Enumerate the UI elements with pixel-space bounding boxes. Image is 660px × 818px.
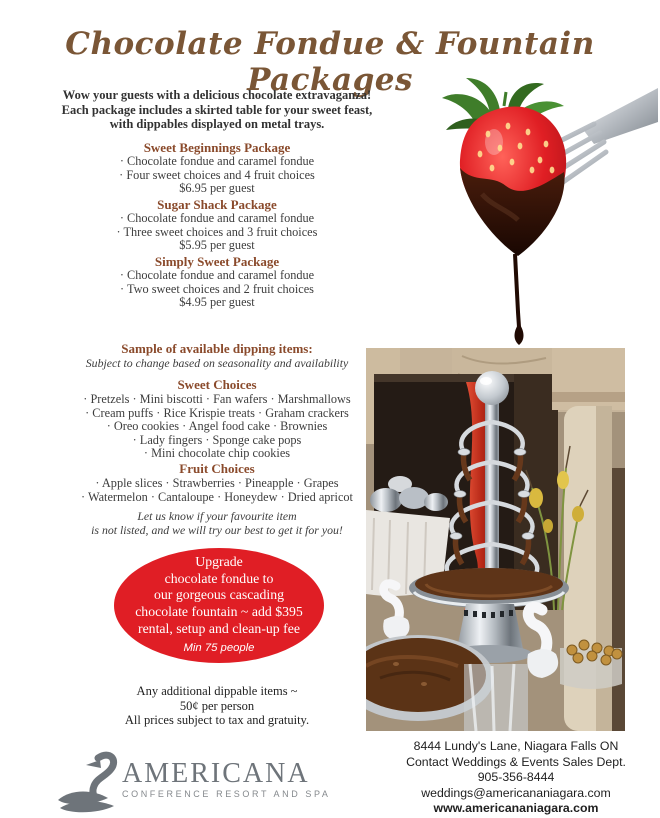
pricing-note-line: Any additional dippable items ~ [136,684,298,698]
chocolate-drip [515,254,524,345]
package-name: Sweet Beginnings Package [143,140,291,155]
package-price: $5.95 per guest [179,238,255,253]
logo-tagline: CONFERENCE RESORT AND SPA [122,789,331,799]
fruit-choices-heading: Fruit Choices [179,461,255,476]
logo-name: AMERICANA [122,758,310,789]
upgrade-line: chocolate fountain ~ add $395 [135,604,303,619]
contact-info [376,739,656,817]
dipping-note: Subject to change based on seasonality and availability [85,356,349,370]
upgrade-line: our gorgeous cascading [153,587,284,603]
sweet-choices-line: · Pretzels · Mini biscotti · Fan wafers · Marshmallows [83,392,351,406]
logo-text [122,760,331,799]
pricing-note [28,684,406,728]
sweet-choices-line: · Oreo cookies · Angel food cake · Brownies [106,419,328,434]
upgrade-offer-badge [114,548,324,663]
contact-phone: 905-356-8444 [477,770,555,785]
page-title: Chocolate Fondue & Fountain Packages [65,26,595,98]
sweet-choices-line: · Mini chocolate chip cookies [143,446,291,461]
dipping-heading: Sample of available dipping items: [121,341,313,356]
package-item: · Three sweet choices and 3 fruit choices [116,224,318,239]
intro-line: Each package includes a skirted table for your sweet feast, [61,102,373,117]
pricing-note-line: All prices subject to tax and gratuity. [124,713,310,728]
favourite-item-note [28,510,406,538]
sweet-choices-list [28,377,406,461]
chocolate-strawberry-fork-image [396,76,658,354]
favourite-note-line: Let us know if your favourite item [137,509,297,523]
intro-text [28,88,406,132]
pricing-note-line: 50¢ per person [179,698,255,713]
fruit-choices-line: · Apple slices · Strawberries · Pineapple · Grapes [95,476,339,490]
intro-line: Wow your guests with a delicious chocolate extravaganza! [62,88,372,102]
package-simply-sweet [28,254,406,310]
package-sugar-shack [28,197,406,253]
contact-address: 8444 Lundy's Lane, Niagara Falls ON [413,739,619,753]
sweet-choices-line: · Cream puffs · Rice Krispie treats · Graham crackers [85,405,349,420]
chocolate-fountain-photo [366,348,625,731]
package-item: · Chocolate fondue and caramel fondue [119,211,315,225]
package-item: · Four sweet choices and 4 fruit choices [119,167,315,182]
package-name: Sugar Shack Package [157,197,277,212]
swan-icon [56,750,122,814]
dipping-items-header [28,341,406,370]
package-price: $4.95 per guest [179,295,255,310]
package-item: · Chocolate fondue and caramel fondue [119,268,315,282]
fruit-choices-line: · Watermelon · Cantaloupe · Honeydew · Dried apricot [81,489,353,504]
contact-email: weddings@americananiagara.com [421,785,611,800]
contact-department: Contact Weddings & Events Sales Dept. [406,754,626,769]
package-sweet-beginnings [28,140,406,196]
package-item: · Chocolate fondue and caramel fondue [119,154,315,168]
upgrade-minimum-note: Min 75 people [183,642,255,655]
sweet-choices-heading: Sweet Choices [177,377,257,392]
fruit-choices-list [28,461,406,504]
package-name: Simply Sweet Package [154,254,280,269]
favourite-note-line: is not listed, and we will try our best to get it for you! [91,522,343,537]
contact-website: www.americananiagara.com [433,801,599,816]
intro-line: with dippables displayed on metal trays. [109,117,325,132]
upgrade-line: rental, setup and clean-up fee [137,620,301,636]
package-price: $6.95 per guest [179,181,255,196]
upgrade-line: Upgrade [195,554,243,570]
sweet-choices-line: · Lady fingers · Sponge cake pops [132,432,302,447]
upgrade-line: chocolate fondue to [164,570,274,586]
package-item: · Two sweet choices and 2 fruit choices [120,281,314,296]
